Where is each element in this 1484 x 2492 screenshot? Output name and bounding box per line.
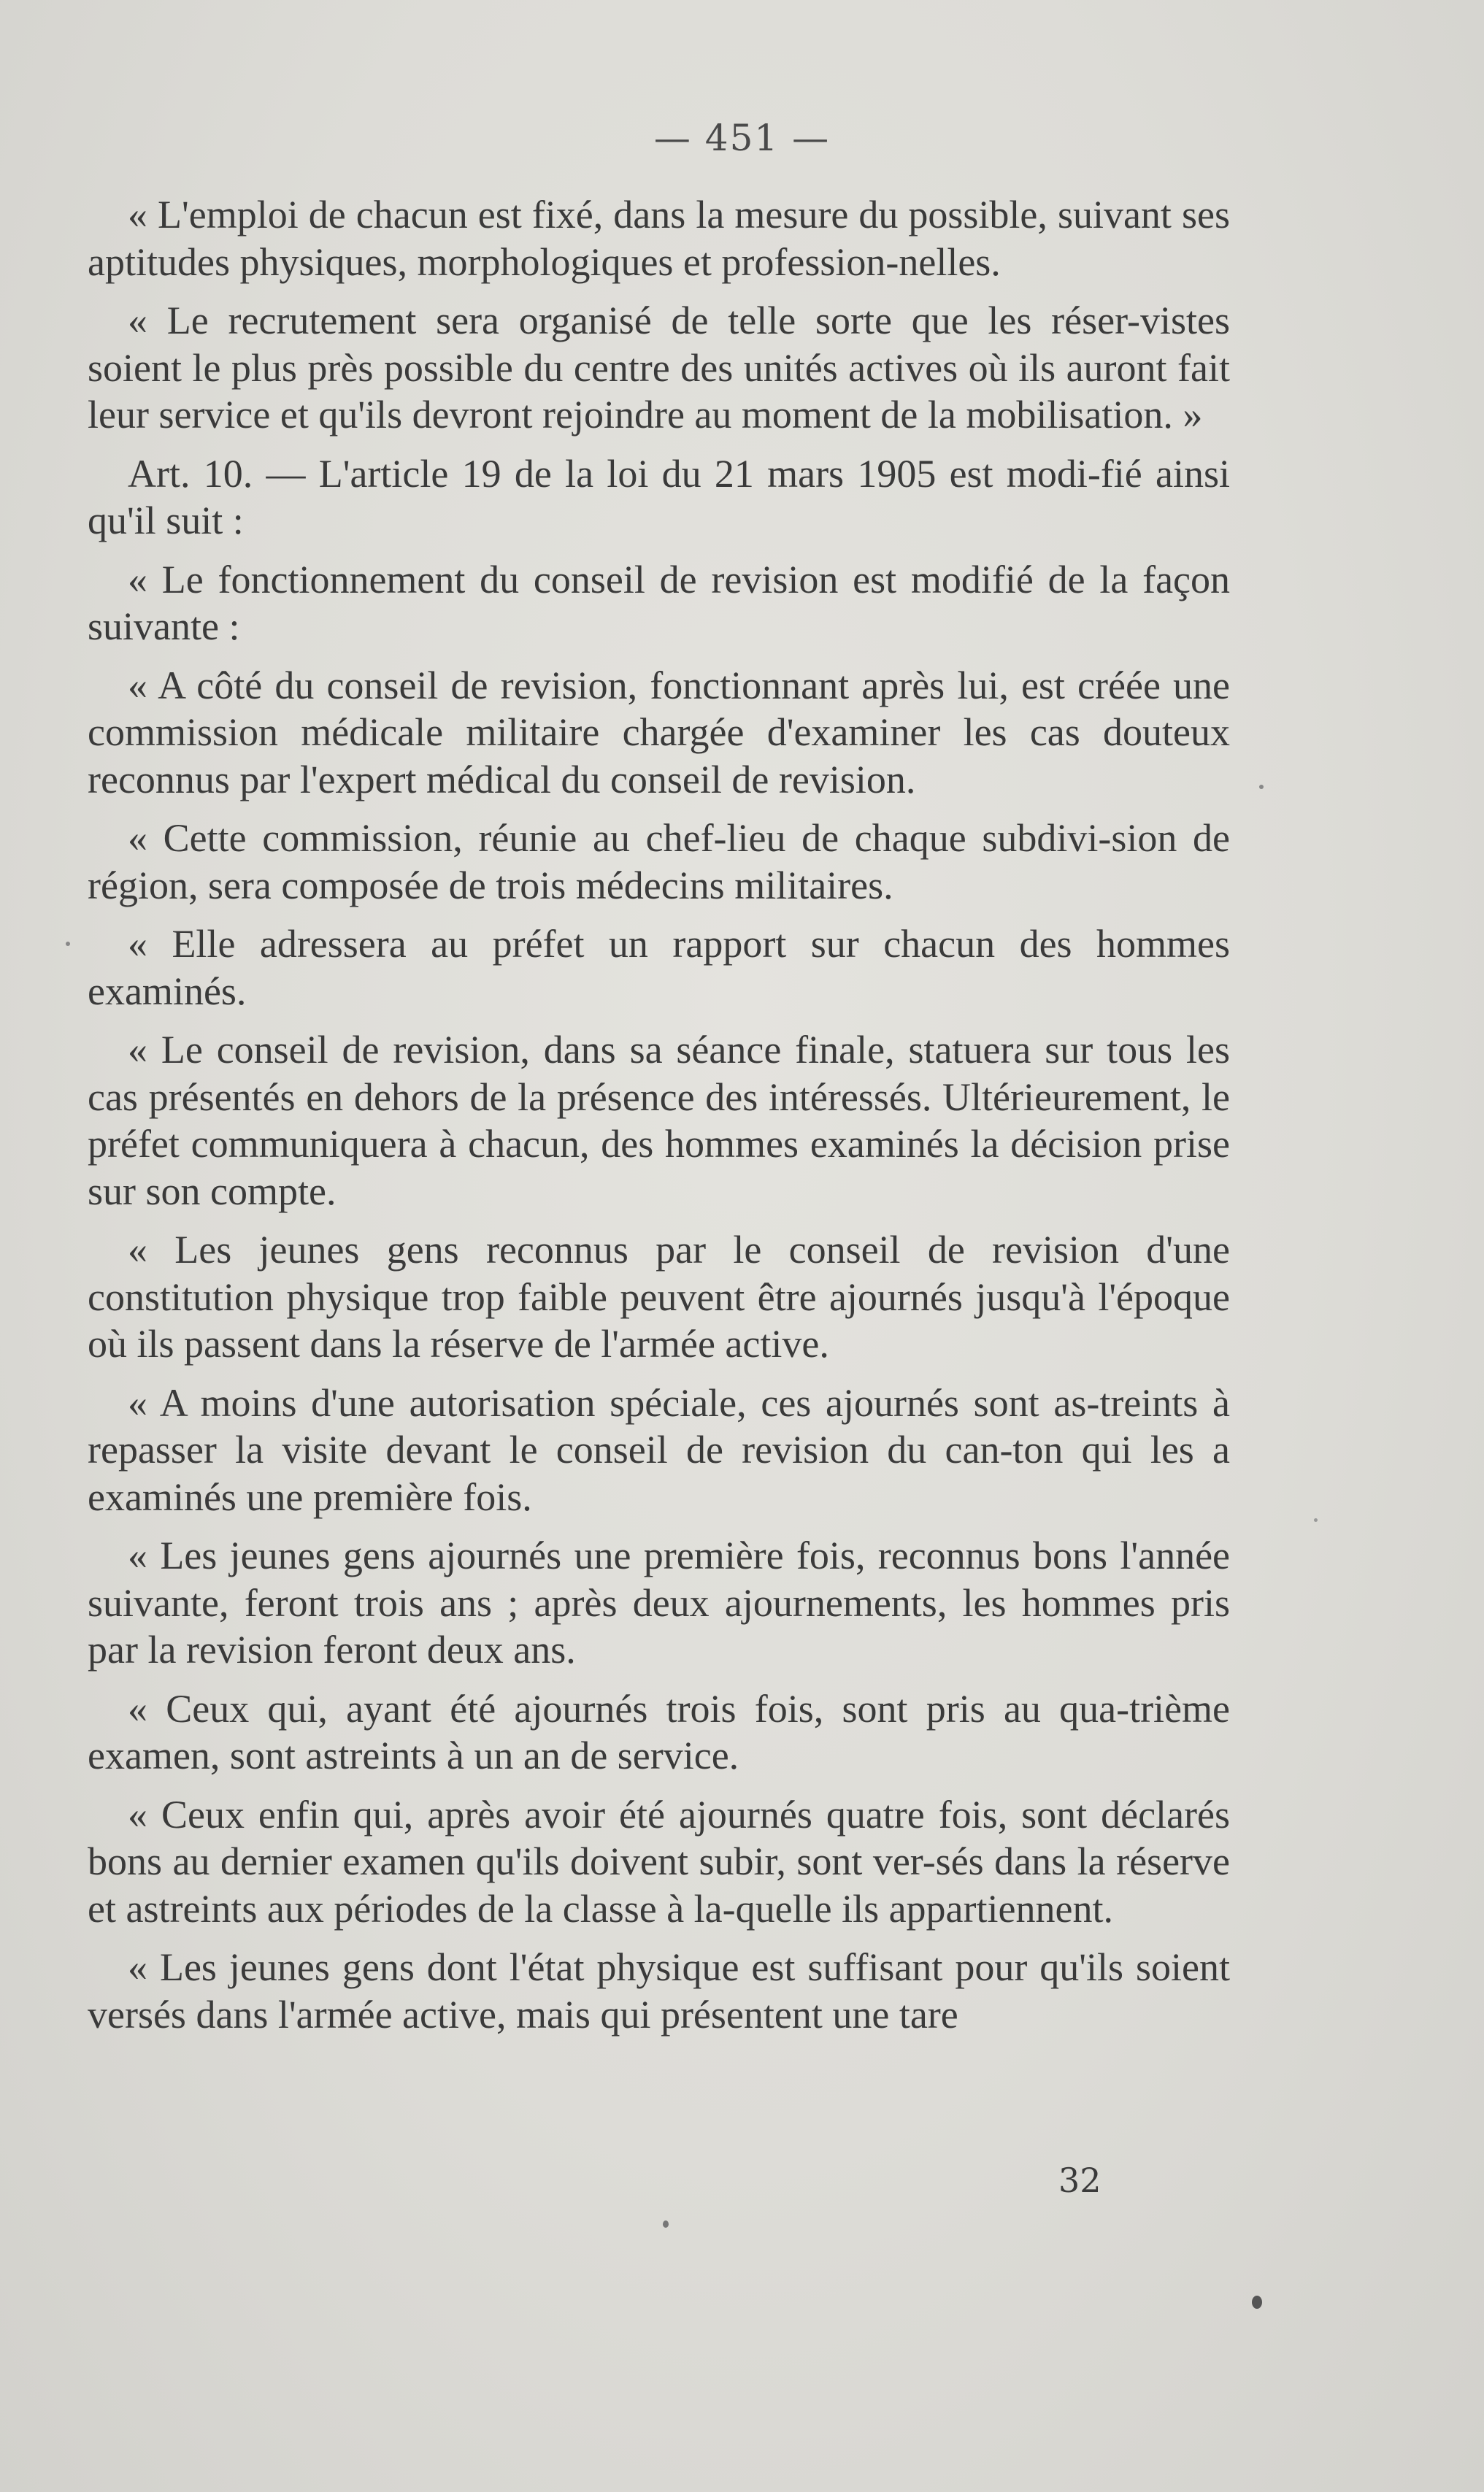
ink-speck — [66, 942, 70, 946]
paragraph: « Les jeunes gens ajournés une première fois, reconnus bons l'année suivante, feront trois ans ; après deux ajournements, les hommes pris par la revision feront deux ans. — [88, 1534, 1230, 1672]
signature-mark: 32 — [1058, 2161, 1102, 2200]
page-number: — 451 — — [653, 117, 831, 159]
paragraph: « A côté du conseil de revision, fonctionnant après lui, est créée une commission médicale militaire chargée d'examiner les cas douteux reconnus par l'expert médical du conseil de revision. — [88, 663, 1230, 801]
paragraph: « Elle adressera au préfet un rapport sur chacun des hommes examinés. — [88, 922, 1230, 1013]
paragraph: « Les jeunes gens reconnus par le conseil de revision d'une constitution physique trop faible peuvent être ajournés jusqu'à l'époque où ils passent dans la réserve de l'armée active. — [88, 1228, 1230, 1366]
paragraph: « A moins d'une autorisation spéciale, ces ajournés sont as-treints à repasser la visite devant le conseil de revision du can-ton qui les a examinés une première fois. — [88, 1380, 1230, 1519]
paragraph: « Ceux enfin qui, après avoir été ajournés quatre fois, sont déclarés bons au dernier examen qu'ils doivent subir, sont ver-sés dans la réserve et astreints aux périodes de la classe à la-quelle ils appartiennent. — [88, 1792, 1230, 1931]
ink-speck — [1314, 1518, 1318, 1522]
body-text — [88, 191, 1230, 2050]
paragraph: « Le conseil de revision, dans sa séance finale, statuera sur tous les cas présentés en dehors de la présence des intéressés. Ultérieurement, le préfet communiquera à chacun, des hommes examinés la décision prise sur son compte. — [88, 1028, 1230, 1213]
paragraph: « Le recrutement sera organisé de telle sorte que les réser-vistes soient le plus près possible du centre des unités actives où ils auront fait leur service et qu'ils devront rejoindre au moment de la mobilisation. » — [88, 299, 1230, 437]
paragraph: « Cette commission, réunie au chef-lieu de chaque subdivi-sion de région, sera composée de trois médecins militaires. — [88, 816, 1230, 907]
ink-speck — [1259, 785, 1264, 789]
article-paragraph: Art. 10. — L'article 19 de la loi du 21 mars 1905 est modi-fié ainsi qu'il suit : — [88, 451, 1230, 542]
paragraph: « Les jeunes gens dont l'état physique est suffisant pour qu'ils soient versés dans l'armée active, mais qui présentent une tare — [88, 1945, 1230, 2037]
paragraph: « L'emploi de chacun est fixé, dans la mesure du possible, suivant ses aptitudes physiques, morphologiques et profession-nelles. — [88, 193, 1230, 284]
paragraph: « Le fonctionnement du conseil de revision est modifié de la façon suivante : — [88, 557, 1230, 648]
paragraph: « Ceux qui, ayant été ajournés trois fois, sont pris au qua-trième examen, sont astreints à un an de service. — [88, 1686, 1230, 1777]
ink-speck — [1252, 2296, 1262, 2309]
ink-speck — [663, 2220, 669, 2228]
